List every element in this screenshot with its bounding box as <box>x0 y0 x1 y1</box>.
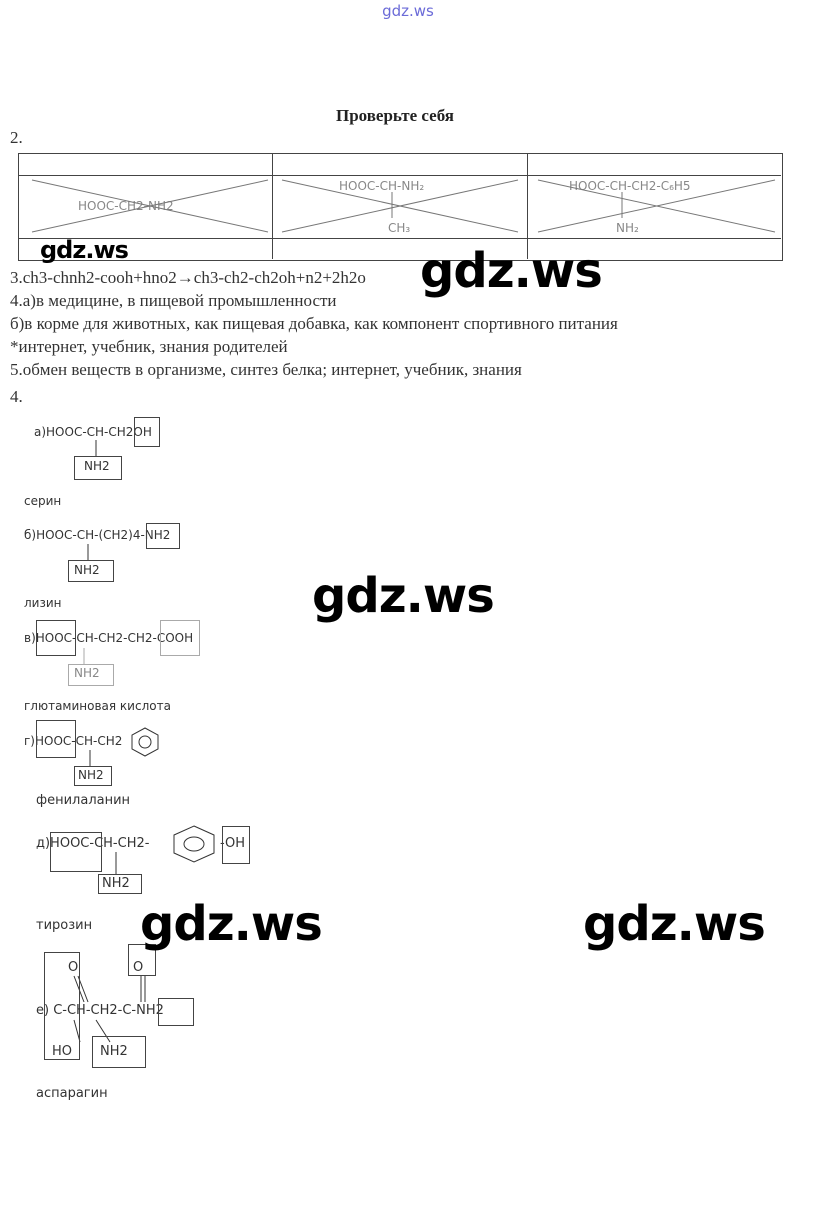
page-title: Проверьте себя <box>336 106 454 125</box>
answer-3: 3.ch3-chnh2-cooh+hno2→ch3-ch2-ch2oh+n2+2h2o <box>10 268 366 287</box>
answer-4c: *интернет, учебник, знания родителей <box>10 337 288 356</box>
name-a: серин <box>24 494 62 508</box>
formula-d: д)HOOC-CH-CH2- <box>36 836 150 851</box>
formula-v: в)HOOC-CH-CH2-CH2-COOH <box>24 631 194 645</box>
watermark-3: gdz.ws <box>312 568 494 624</box>
table-cell-2: HOOC-CH-NH₂ <box>339 179 425 193</box>
nh2-g: NH2 <box>78 768 104 782</box>
formula-g: г)HOOC-CH-CH2 <box>24 734 123 748</box>
o2-e: O <box>133 960 144 975</box>
table-cell-3-sub: NH₂ <box>616 221 639 235</box>
formula-e: е) C-CH-CH2-C-NH2 <box>36 1003 164 1018</box>
name-g: фенилаланин <box>36 793 131 808</box>
nh2-b: NH2 <box>74 563 100 577</box>
nh2-e: NH2 <box>100 1044 128 1059</box>
oh-d: -OH <box>220 836 246 851</box>
table-cell-1: HOOC-CH2-NH2 <box>78 199 174 213</box>
o1-e: O <box>68 960 79 975</box>
watermark-5: gdz.ws <box>583 896 765 952</box>
watermark-1: gdz.ws <box>40 236 128 264</box>
question-2-number: 2. <box>10 128 23 147</box>
name-d: тирозин <box>36 918 93 933</box>
answer-4b: б)в корме для животных, как пищевая добавка, как компонент спортивного питания <box>10 314 618 333</box>
answer-4a: 4.а)в медицине, в пищевой промышленности <box>10 291 337 310</box>
table-cell-2-sub: CH₃ <box>388 221 411 235</box>
answer-5: 5.обмен веществ в организме, синтез белка; интернет, учебник, знания <box>10 360 522 379</box>
ho-e: HO <box>52 1044 73 1059</box>
name-v: глютаминовая кислота <box>24 699 171 713</box>
watermark-2: gdz.ws <box>420 243 602 299</box>
nh2-v: NH2 <box>74 666 100 680</box>
name-e: аспарагин <box>36 1086 108 1101</box>
watermark-4: gdz.ws <box>140 896 322 952</box>
site-link[interactable]: gdz.ws <box>382 2 434 20</box>
nh2-a: NH2 <box>84 459 110 473</box>
name-b: лизин <box>24 596 62 610</box>
table-cell-3: HOOC-CH-CH2-C₆H5 <box>569 179 691 193</box>
formula-b: б)HOOC-CH-(CH2)4-NH2 <box>24 528 171 542</box>
nh2-d: NH2 <box>102 876 130 891</box>
formula-a: а)HOOC-CH-CH2OH <box>34 425 152 439</box>
question-4-number: 4. <box>10 387 23 406</box>
